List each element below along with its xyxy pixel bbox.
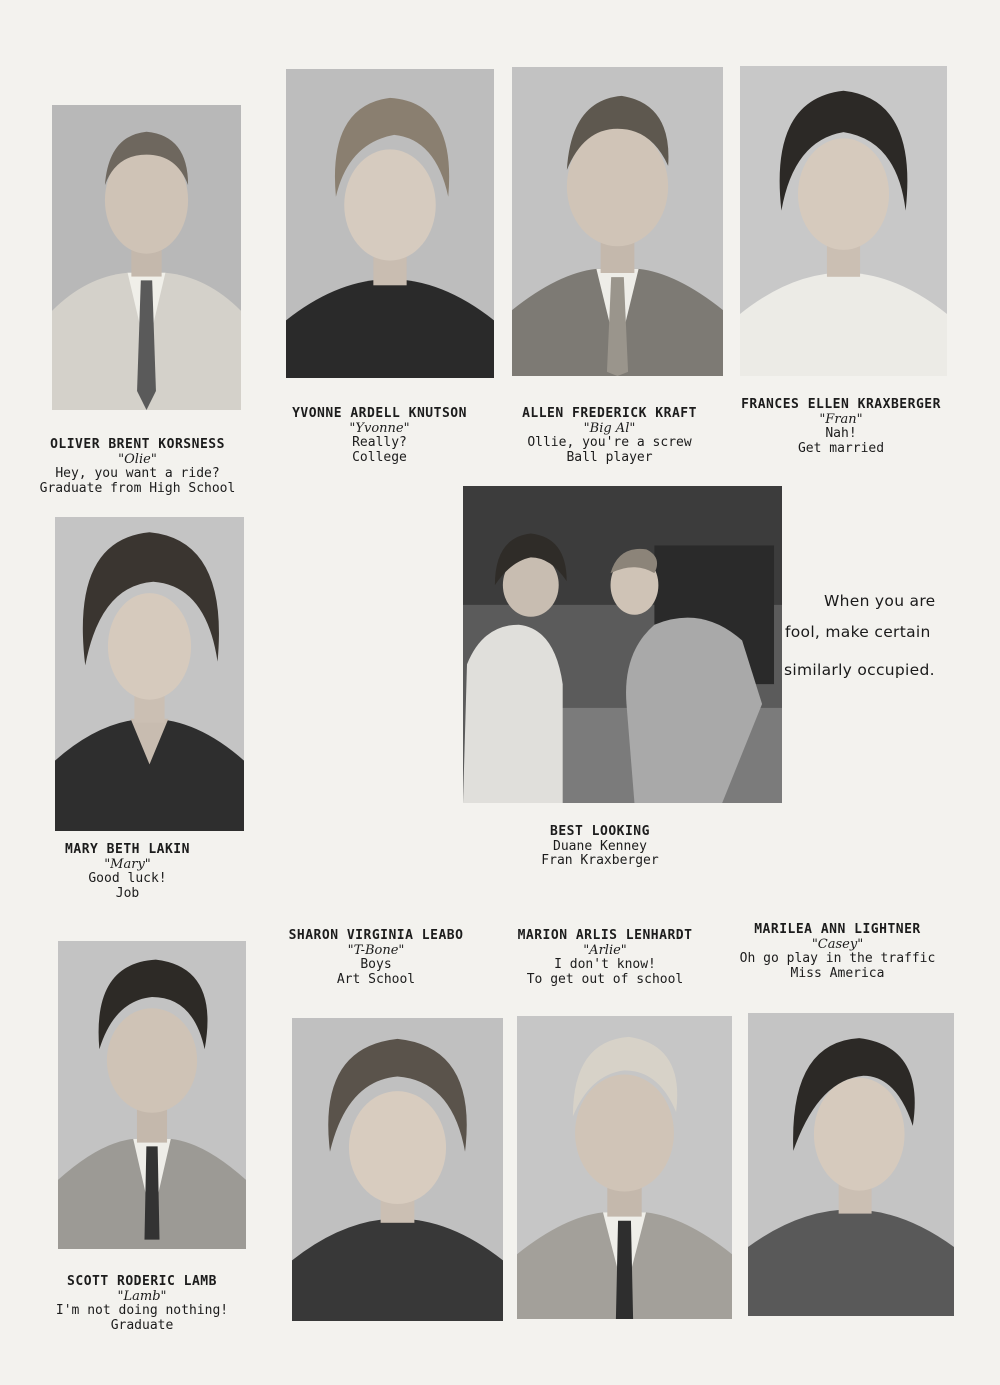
student-quote: I don't know! [554, 957, 656, 972]
portrait-photo-lenhardt [517, 1016, 732, 1319]
portrait-photo-lightner [748, 1013, 954, 1316]
student-caption-korsness [20, 438, 255, 496]
student-name: FRANCES ELLEN KRAXBERGER [741, 397, 941, 412]
student-caption-lightner [735, 923, 940, 981]
student-caption-lamb [42, 1275, 242, 1333]
student-name: MARILEA ANN LIGHTNER [754, 922, 921, 937]
student-ambition: Art School [336, 971, 416, 987]
student-ambition: Miss America [790, 965, 885, 981]
student-ambition: Graduate from High School [39, 480, 236, 496]
student-nickname: "Lamb" [117, 1288, 167, 1304]
student-ambition: Ball player [566, 449, 653, 465]
student-caption-lakin [40, 843, 215, 901]
student-name: MARION ARLIS LENHARDT [517, 928, 693, 943]
student-quote: Oh go play in the traffic [739, 951, 936, 966]
page-quote-line: When you are [824, 592, 936, 610]
student-nickname: "Yvonne" [349, 420, 410, 436]
student-name: ALLEN FREDERICK KRAFT [522, 406, 697, 421]
student-nickname: "T-Bone" [347, 942, 405, 958]
student-nickname: "Fran" [819, 411, 863, 427]
best-looking-title: BEST LOOKING [550, 824, 650, 839]
student-quote: I'm not doing nothing! [55, 1303, 229, 1318]
student-quote: Nah! [825, 426, 857, 441]
student-name: MARY BETH LAKIN [65, 842, 190, 857]
student-caption-kraft [502, 407, 717, 465]
student-quote: Ollie, you're a screw [527, 435, 692, 450]
student-name: YVONNE ARDELL KNUTSON [292, 406, 467, 421]
student-quote: Really? [352, 435, 407, 450]
best-looking-name: Fran Kraxberger [541, 853, 659, 868]
student-ambition: College [352, 449, 407, 465]
portrait-photo-lamb [58, 941, 246, 1249]
page-quote-line: similarly occupied. [784, 661, 935, 679]
student-nickname: "Big Al" [583, 420, 636, 436]
student-quote: Good luck! [88, 871, 167, 886]
best-looking-caption [500, 825, 700, 869]
portrait-photo-leabo [292, 1018, 503, 1321]
student-caption-kraxberger [725, 398, 957, 456]
student-caption-leabo [272, 929, 480, 987]
best-looking-photo [463, 486, 782, 803]
portrait-photo-knutson [286, 69, 494, 378]
student-caption-knutson [272, 407, 487, 465]
student-ambition: Get married [797, 440, 885, 456]
student-nickname: "Mary" [104, 856, 151, 872]
student-nickname: "Arlie" [583, 942, 627, 958]
page-quote-line: fool, make certain [785, 623, 931, 641]
best-looking-name: Duane Kenney [553, 838, 647, 854]
portrait-photo-kraft [512, 67, 723, 376]
portrait-photo-kraxberger [740, 66, 947, 376]
student-name: OLIVER BRENT KORSNESS [50, 437, 225, 452]
portrait-photo-korsness [52, 105, 241, 410]
student-name: SCOTT RODERIC LAMB [67, 1274, 217, 1289]
student-nickname: "Casey" [811, 936, 864, 952]
student-name: SHARON VIRGINIA LEABO [288, 928, 464, 943]
portrait-photo-lakin [55, 517, 244, 831]
student-ambition: Job [115, 885, 140, 901]
student-ambition: Graduate [110, 1317, 174, 1333]
student-quote: Boys [360, 957, 392, 972]
student-caption-lenhardt [500, 929, 710, 987]
student-ambition: To get out of school [526, 971, 684, 987]
student-quote: Hey, you want a ride? [55, 466, 220, 481]
student-nickname: "Olie" [118, 451, 157, 467]
